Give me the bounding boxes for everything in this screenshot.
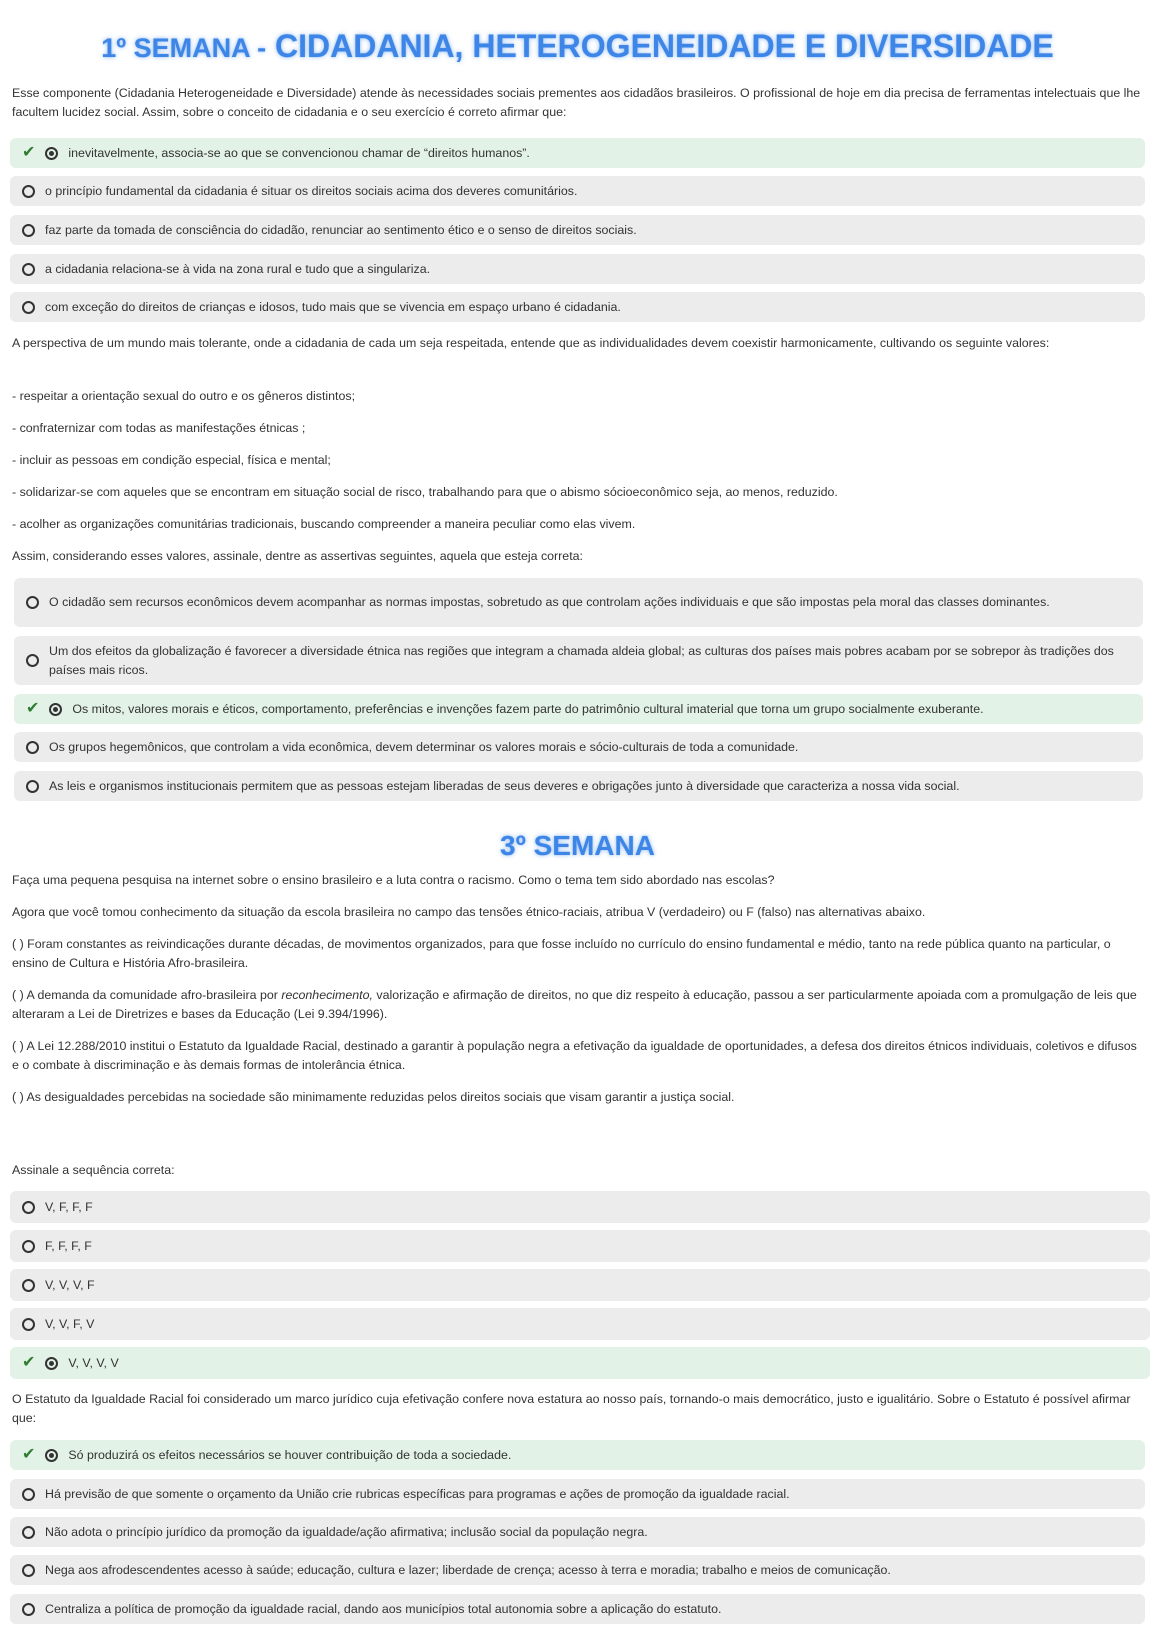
- q1-prompt: Esse componente (Cidadania Heterogeneidade e Diversidade) atende às necessidades sociais prementes aos cidadãos brasileiros. O profissional de hoje em dia precisa de ferramentas intelectuais que lhe facultem lucidez social. Assim, sobre o conceito de cidadania e o seu exercício é correto afirmar que:: [12, 86, 1141, 119]
- q1-option-3[interactable]: [10, 215, 1145, 245]
- radio-icon[interactable]: [22, 1201, 35, 1214]
- q4-option-2[interactable]: [10, 1479, 1145, 1509]
- option-label: o princípio fundamental da cidadania é situar os direitos sociais acima dos deveres comunitários.: [45, 183, 578, 198]
- q3-option-4[interactable]: [10, 1308, 1150, 1340]
- radio-icon[interactable]: [22, 1279, 35, 1292]
- q1-option-2[interactable]: [10, 176, 1145, 206]
- q1-option-5[interactable]: [10, 292, 1145, 322]
- q3-statement-2: [12, 986, 1142, 1024]
- week1-heading-week: 1º SEMANA -: [101, 33, 267, 63]
- q3-statement-2-emphasis: reconhecimento,: [281, 988, 373, 1002]
- q3-statement-4: ( ) As desigualdades percebidas na sociedade são minimamente reduzidas pelos direitos sociais que visam garantir a justiça social.: [12, 1090, 735, 1104]
- q1-option-1[interactable]: [10, 138, 1145, 168]
- q1-option-4[interactable]: [10, 254, 1145, 284]
- radio-icon[interactable]: [22, 1240, 35, 1253]
- q2-value-4: - solidarizar-se com aqueles que se encontram em situação social de risco, trabalhando para que o abismo sócioeconômico seja, ao menos, reduzido.: [12, 485, 838, 499]
- q3-option-3[interactable]: [10, 1269, 1150, 1301]
- q2-option-3[interactable]: [14, 694, 1143, 724]
- q4-option-3[interactable]: [10, 1517, 1145, 1547]
- option-label: Há previsão de que somente o orçamento da União crie rubricas específicas para programas e ações de promoção da igualdade racial.: [45, 1486, 790, 1501]
- q2-value-3: - incluir as pessoas em condição especial, física e mental;: [12, 453, 331, 467]
- q3-instruction: Agora que você tomou conhecimento da situação da escola brasileira no campo das tensões étnico-raciais, atribua V (verdadeiro) ou F (falso) nas alternativas abaixo.: [12, 905, 926, 919]
- radio-icon[interactable]: [22, 1488, 35, 1501]
- option-label: inevitavelmente, associa-se ao que se convencionou chamar de “direitos humanos”.: [68, 145, 530, 160]
- option-label: As leis e organismos institucionais permitem que as pessoas estejam liberadas de seus deveres e obrigações junto à diversidade que caracteriza a nossa vida social.: [49, 778, 960, 793]
- radio-icon[interactable]: [26, 780, 39, 793]
- correct-check-icon: ✔: [26, 700, 40, 717]
- radio-selected-icon[interactable]: [49, 703, 62, 716]
- q3-statement-1: ( ) Foram constantes as reivindicações durante décadas, de movimentos organizados, para que fosse incluído no currículo do ensino fundamental e médio, tanto na rede pública quanto na particular, o ensino de Cultura e História Afro-brasileira.: [12, 937, 1111, 970]
- q2-value-2: - confraternizar com todas as manifestações étnicas ;: [12, 421, 306, 435]
- radio-icon[interactable]: [22, 224, 35, 237]
- option-label: V, V, V, F: [45, 1277, 95, 1292]
- q4-prompt: O Estatuto da Igualdade Racial foi considerado um marco jurídico cuja efetivação confere nova estatura ao nosso país, tornando-o mais democrático, justo e igualitário. Sobre o Estatuto é possível afirmar que:: [12, 1392, 1131, 1425]
- correct-check-icon: ✔: [22, 1354, 36, 1371]
- option-label: V, V, V, V: [68, 1355, 119, 1370]
- option-label: O cidadão sem recursos econômicos devem acompanhar as normas impostas, sobretudo as que controlam ações individuais e que são impostas pela moral das classes dominantes.: [49, 595, 1050, 609]
- q2-option-4[interactable]: [14, 732, 1143, 762]
- q2-prompt: A perspectiva de um mundo mais tolerante, onde a cidadania de cada um seja respeitada, entende que as individualidades devem coexistir harmonicamente, cultivando os seguinte valores:: [12, 336, 1050, 350]
- radio-icon[interactable]: [22, 1564, 35, 1577]
- option-label: Centraliza a política de promoção da igualdade racial, dando aos municípios total autonomia sobre a aplicação do estatuto.: [45, 1601, 722, 1616]
- radio-icon[interactable]: [26, 596, 39, 609]
- radio-icon[interactable]: [22, 301, 35, 314]
- q3-option-5[interactable]: [10, 1347, 1150, 1379]
- option-label: V, V, F, V: [45, 1316, 95, 1331]
- q3-statement-2-part-2: valorização e afirmação de direitos, no que diz respeito à educação, passou a ser particularmente apoiada com a promulgação de leis que alteraram a Lei de Diretrizes e bases da Educação (Lei 9.394/1996).: [12, 988, 1137, 1021]
- option-label: faz parte da tomada de consciência do cidadão, renunciar ao sentimento ético e o senso de direitos sociais.: [45, 222, 637, 237]
- option-label: Não adota o princípio jurídico da promoção da igualdade/ação afirmativa; inclusão social da população negra.: [45, 1524, 648, 1539]
- radio-icon[interactable]: [22, 1318, 35, 1331]
- week1-heading: [0, 24, 1155, 70]
- radio-icon[interactable]: [22, 1603, 35, 1616]
- q3-statement-3: ( ) A Lei 12.288/2010 institui o Estatuto da Igualdade Racial, destinado a garantir à população negra a efetivação da igualdade de oportunidades, a defesa dos direitos étnicos individuais, coletivos e difusos e o combate à discriminação e às demais formas de intolerância étnica.: [12, 1039, 1137, 1072]
- week3-heading: 3º SEMANA: [500, 830, 655, 861]
- option-label: V, F, F, F: [45, 1199, 93, 1214]
- week1-heading-topic: CIDADANIA, HETEROGENEIDADE E DIVERSIDADE: [275, 28, 1054, 64]
- option-label: Um dos efeitos da globalização é favorecer a diversidade étnica nas regiões que integram a chamada aldeia global; as culturas dos países mais pobres acabam por se sobrepor às tradições dos países mais ricos.: [49, 643, 1114, 677]
- option-label: Nega aos afrodescendentes acesso à saúde; educação, cultura e lazer; liberdade de crença; acesso à terra e moradia; trabalho e meios de comunicação.: [45, 1562, 891, 1577]
- option-label: com exceção do direitos de crianças e idosos, tudo mais que se vivencia em espaço urbano é cidadania.: [45, 299, 621, 314]
- q2-option-1[interactable]: [14, 578, 1143, 627]
- radio-selected-icon[interactable]: [45, 1449, 58, 1462]
- option-label: Os grupos hegemônicos, que controlam a vida econômica, devem determinar os valores morais e sócio-culturais de toda a comunidade.: [49, 739, 799, 754]
- option-label: F, F, F, F: [45, 1238, 92, 1253]
- correct-check-icon: ✔: [22, 144, 36, 161]
- q3-option-2[interactable]: [10, 1230, 1150, 1262]
- option-label: Os mitos, valores morais e éticos, comportamento, preferências e invenções fazem parte do patrimônio cultural imaterial que torna um grupo socialmente exuberante.: [72, 701, 984, 716]
- radio-icon[interactable]: [22, 185, 35, 198]
- q3-statement-2-part-1: ( ) A demanda da comunidade afro-brasileira por: [12, 988, 278, 1002]
- radio-selected-icon[interactable]: [45, 147, 58, 160]
- q3-option-1[interactable]: [10, 1191, 1150, 1223]
- radio-icon[interactable]: [22, 1526, 35, 1539]
- radio-selected-icon[interactable]: [45, 1357, 58, 1370]
- radio-icon[interactable]: [26, 741, 39, 754]
- q2-value-1: - respeitar a orientação sexual do outro e os gêneros distintos;: [12, 389, 356, 403]
- q3-intro: Faça uma pequena pesquisa na internet sobre o ensino brasileiro e a luta contra o racismo. Como o tema tem sido abordado nas escolas?: [12, 873, 775, 887]
- q2-option-2[interactable]: [14, 636, 1143, 685]
- q2-option-5[interactable]: [14, 771, 1143, 801]
- q4-option-4[interactable]: [10, 1555, 1145, 1585]
- q3-select-label: Assinale a sequência correta:: [12, 1163, 175, 1177]
- correct-check-icon: ✔: [22, 1446, 36, 1463]
- q4-option-1[interactable]: [10, 1440, 1145, 1470]
- q2-instruction: Assim, considerando esses valores, assinale, dentre as assertivas seguintes, aquela que esteja correta:: [12, 549, 583, 563]
- radio-icon[interactable]: [26, 654, 39, 667]
- option-label: Só produzirá os efeitos necessários se houver contribuição de toda a sociedade.: [68, 1447, 512, 1462]
- q4-option-5[interactable]: [10, 1594, 1145, 1624]
- option-label: a cidadania relaciona-se à vida na zona rural e tudo que a singulariza.: [45, 261, 431, 276]
- q2-value-5: - acolher as organizações comunitárias tradicionais, buscando compreender a maneira peculiar como elas vivem.: [12, 517, 636, 531]
- radio-icon[interactable]: [22, 263, 35, 276]
